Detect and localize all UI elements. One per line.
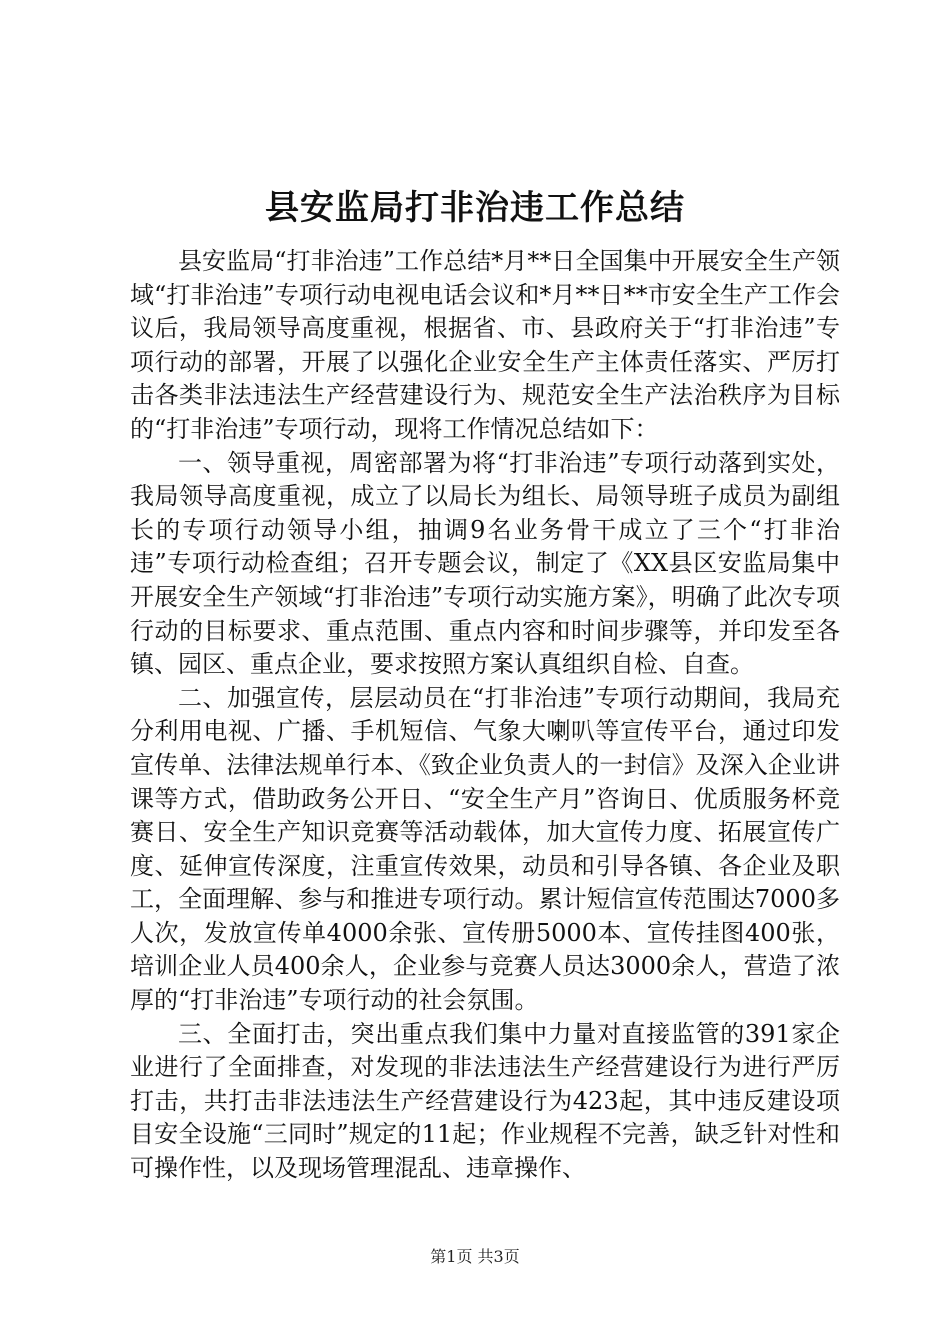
document-title: 县安监局打非治违工作总结 [265,188,685,228]
page-footer: 第1页 共3页 [430,1247,520,1266]
paragraph-section-3: 三、全面打击，突出重点我们集中力量对直接监管的391家企业进行了全面排查，对发现的非法违法生产经营建设行为进行严厉打击，共打击非法违法生产经营建设行为423起，其中违反建设项目安全设施“三同时”规定的11起；作业规程不完善，缺乏针对性和可操作性，以及现场管理混乱、违章操作、 [130,1019,840,1183]
paragraph-section-2: 二、加强宣传，层层动员在“打非治违”专项行动期间，我局充分利用电视、广播、手机短信、气象大喇叭等宣传平台，通过印发宣传单、法律法规单行本、《致企业负责人的一封信》及深入企业讲课等方式，借助政务公开日、“安全生产月”咨询日、优质服务杯竞赛日、安全生产知识竞赛等活动载体，加大宣传力度、拓展宣传广度、延伸宣传深度，注重宣传效果，动员和引导各镇、各企业及职工，全面理解、参与和推进专项行动。累计短信宣传范围达7000多人次，发放宣传单4000余张、宣传册5000本、宣传挂图400张，培训企业人员400余人，企业参与竞赛人员达3000余人，营造了浓厚的“打非治违”专项行动的社会氛围。 [130,683,840,1015]
paragraph-intro: 县安监局“打非治违”工作总结*月**日全国集中开展安全生产领域“打非治违”专项行动电视电话会议和*月**日**市安全生产工作会议后，我局领导高度重视，根据省、市、县政府关于“打非治违”专项行动的部署，开展了以强化企业安全生产主体责任落实、严厉打击各类非法违法生产经营建设行为、规范安全生产法治秩序为目标的“打非治违”专项行动，现将工作情况总结如下： [130,247,840,443]
paragraph-section-1: 一、领导重视，周密部署为将“打非治违”专项行动落到实处，我局领导高度重视，成立了以局长为组长、局领导班子成员为副组长的专项行动领导小组，抽调9名业务骨干成立了三个“打非治违”专项行动检查组；召开专题会议，制定了《XX县区安监局集中开展安全生产领域“打非治违”专项行动实施方案》，明确了此次专项行动的目标要求、重点范围、重点内容和时间步骤等，并印发至各镇、园区、重点企业，要求按照方案认真组织自检、自查。 [130,448,840,679]
document-body [130,245,840,1186]
